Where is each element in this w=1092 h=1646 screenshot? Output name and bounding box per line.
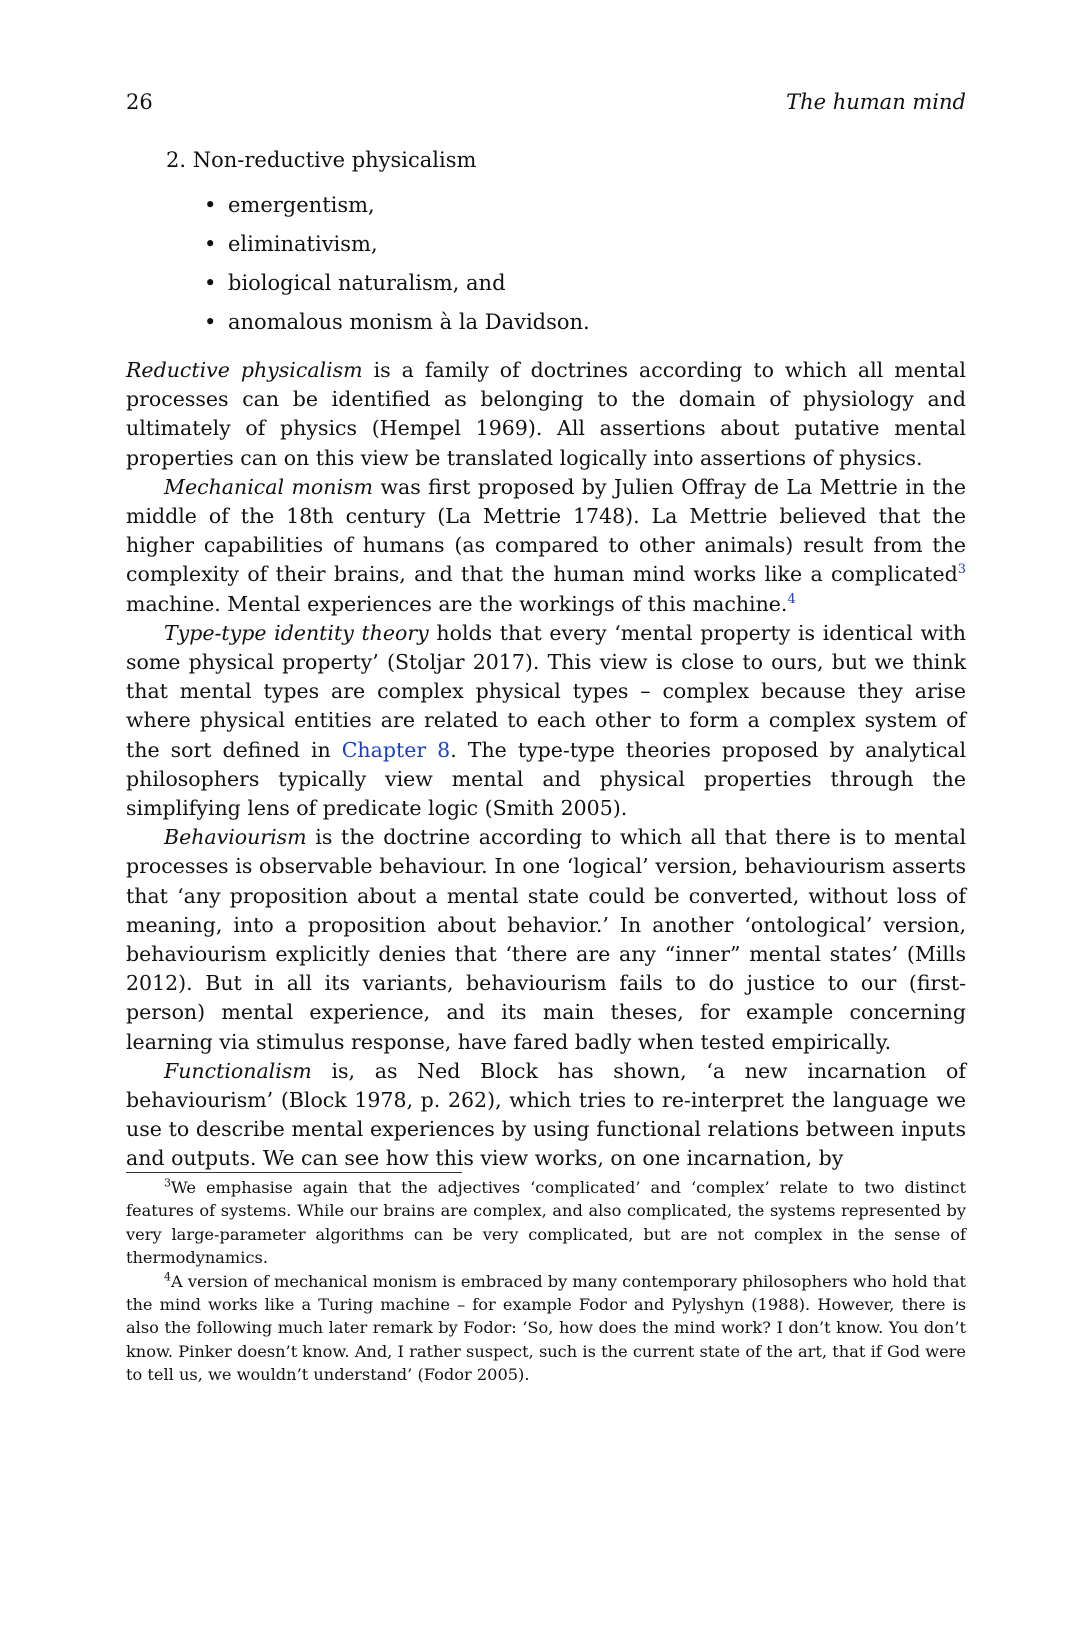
chapter-8-link[interactable]: Chapter 8: [341, 737, 451, 762]
bullet-text: eliminativism,: [228, 232, 378, 256]
numbered-list-item: [166, 146, 476, 174]
page-header: [126, 90, 966, 122]
bullet-item: [204, 230, 590, 269]
bullet-icon: •: [204, 232, 217, 256]
bullet-item: [204, 191, 590, 230]
footnote-text: We emphasise again that the adjectives ‘complicated’ and ‘complex’ relate to two distinct features of systems. While our brains are complex, and also complicated, the systems represented by very large-parameter algorithms can be very complicated, but are not complex in the sense of thermodynamics.: [126, 1178, 966, 1268]
paragraph-mechanical-monism: [126, 473, 966, 619]
bullet-item: [204, 269, 590, 308]
paragraph-text: machine. Mental experiences are the workings of this machine.: [126, 591, 788, 616]
bullet-text: anomalous monism à la Davidson.: [228, 310, 590, 334]
bullet-icon: •: [204, 193, 217, 217]
paragraph-text: is the doctrine according to which all that there is to mental processes is observable behaviour. In one ‘logical’ version, behaviourism asserts that ‘any proposition about a mental state could be converted, without loss of meaning, into a proposition about behavior.’ In another ‘ontological’ version, behaviourism explicitly denies that ‘there are any “inner” mental states’ (Mills 2012). But in all its variants, behaviourism fails to do justice to our (first-person) mental experience, and its main theses, for example concerning learning via stimulus response, have fared badly when tested empirically.: [126, 825, 966, 1054]
term-type-type-identity-theory: Type-type identity theory: [164, 620, 429, 645]
term-functionalism: Functionalism: [164, 1058, 312, 1083]
paragraph-text: is, as Ned Block has shown, ‘a new incarnation of behaviourism’ (Block 1978, p. 262), which tries to re-interpret the language we use to describe mental experiences by using functional relations between inputs and outputs. We can see how this view works, on one incarnation, by: [126, 1058, 966, 1171]
bullet-item: [204, 308, 590, 347]
running-title: The human mind: [786, 90, 966, 114]
list-number: 2.: [166, 148, 187, 172]
paragraph-behaviourism: [126, 823, 966, 1057]
bullet-text: emergentism,: [228, 193, 375, 217]
paragraph-text: is a family of doctrines according to which all mental processes can be identified as belonging to the domain of physiology and ultimately of physics (Hempel 1969). All assertions about putative mental properties can on this view be translated logically into assertions of physics.: [126, 358, 966, 470]
paragraph-functionalism: [126, 1057, 966, 1174]
bullet-list: [204, 191, 590, 347]
footnote-ref-3[interactable]: 3: [957, 562, 966, 578]
bullet-text: biological naturalism, and: [228, 271, 506, 295]
list-heading: Non-reductive physicalism: [192, 148, 477, 172]
page-number: 26: [126, 90, 153, 114]
paragraph-text: . The type-type theories proposed by analytical philosophers typically view mental and physical properties through the simplifying lens of predicate logic (Smith 2005).: [126, 737, 966, 821]
bullet-icon: •: [204, 271, 217, 295]
footnote-ref-4[interactable]: 4: [787, 591, 796, 607]
bullet-icon: •: [204, 310, 217, 334]
footnote-divider: [126, 1172, 462, 1173]
footnote-mark: 3: [164, 1176, 171, 1190]
paragraph-reductive-physicalism: [126, 356, 966, 473]
footnote-4: [126, 1270, 966, 1387]
footnotes: [126, 1176, 966, 1387]
body-text: [126, 356, 966, 1174]
footnote-text: A version of mechanical monism is embraced by many contemporary philosophers who hold that the mind works like a Turing machine – for example Fodor and Pylyshyn (1988). However, there is also the following much later remark by Fodor: ‘So, how does the mind work? I don’t know. You don’t know. Pinker doesn’t know. And, I rather suspect, such is the current state of the art, that if God were to tell us, we wouldn’t understand’ (Fodor 2005).: [126, 1271, 966, 1385]
term-reductive-physicalism: Reductive physicalism: [126, 358, 363, 382]
footnote-mark: 4: [164, 1270, 171, 1284]
term-mechanical-monism: Mechanical monism: [164, 474, 373, 499]
paragraph-text: was first proposed by Julien Offray de La Mettrie in the middle of the 18th century (La Mettrie 1748). La Mettrie believed that the higher capabilities of humans (as compared to other animals) result from the complexity of their brains, and that the human mind works like a complicated: [126, 474, 966, 587]
footnote-3: [126, 1176, 966, 1270]
paragraph-text: holds that every ‘mental property is identical with some physical property’ (Stoljar 2017). This view is close to ours, but we think that mental types are complex physical types – complex because they arise where physical entities are related to each other to form a complex system of the sort defined in: [126, 620, 966, 762]
term-behaviourism: Behaviourism: [164, 825, 307, 850]
paragraph-type-type-identity: [126, 619, 966, 823]
